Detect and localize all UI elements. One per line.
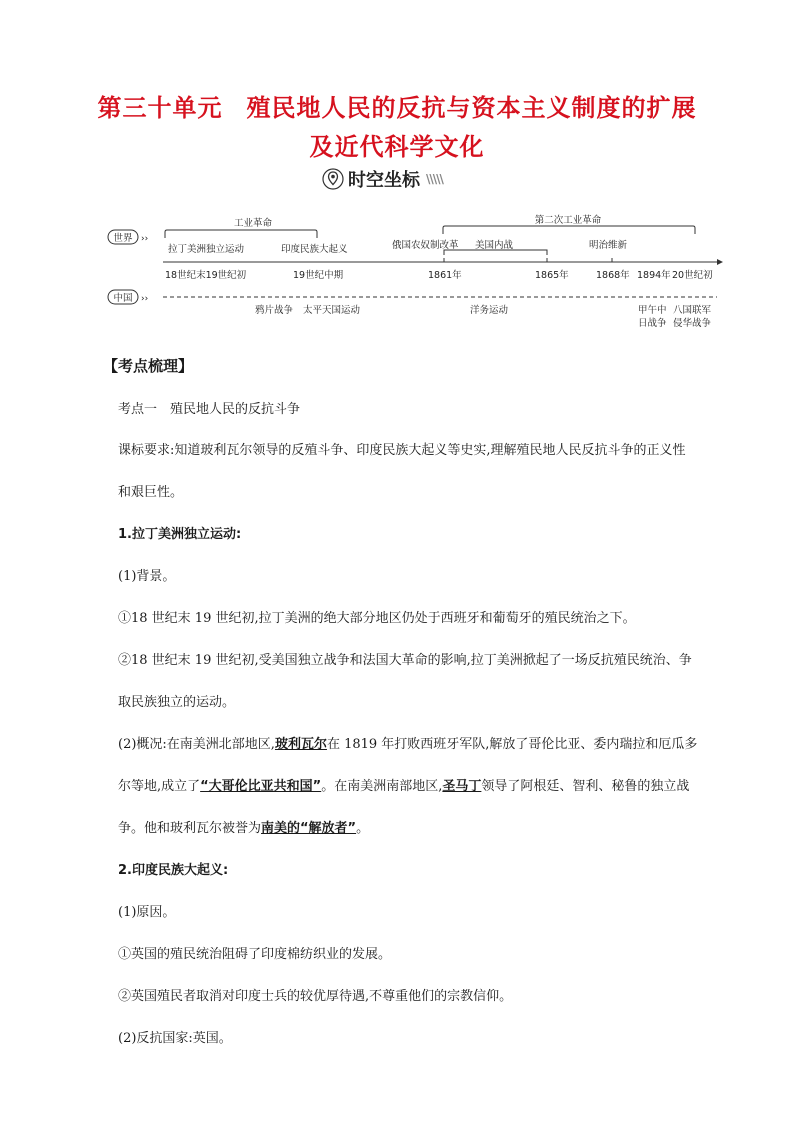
title-line-2: 及近代科学文化 <box>309 133 485 161</box>
overview-line-3: 争。他和玻利瓦尔被誉为南美的“解放者”。 <box>118 821 370 836</box>
curriculum-req-1: 课标要求:知道玻利瓦尔领导的反殖斗争、印度民族大起义等史实,理解殖民地人民反抗斗争的正义性 <box>118 443 686 458</box>
event-eight-nation-1: 八国联军 <box>673 305 712 316</box>
section-label <box>322 166 443 192</box>
china-label <box>108 290 148 304</box>
event-india-uprising: 印度民族大起义 <box>281 244 348 255</box>
cause-point-1: ①英国的殖民统治阻碍了印度棉纺织业的发展。 <box>118 947 392 962</box>
title-line-1 <box>0 88 794 123</box>
svg-text:工业革命: 工业革命 <box>233 218 273 229</box>
unit-number: 第三十单元 <box>97 94 223 122</box>
svg-text:第二次工业革命: 第二次工业革命 <box>534 215 602 226</box>
event-opium-war: 鸦片战争 <box>255 305 294 316</box>
unit-name: 殖民地人民的反抗与资本主义制度的扩展 <box>246 94 697 122</box>
overview-line-2: 尔等地,成立了“大哥伦比亚共和国”。在南美洲南部地区,圣马丁领导了阿根廷、智利、秘鲁的独立战 <box>118 779 690 794</box>
item-india-uprising: 2.印度民族大起义: <box>118 863 229 878</box>
keyword-bolivar: 玻利瓦尔 <box>274 737 327 752</box>
cause-point-2: ②英国殖民者取消对印度士兵的较优厚待遇,不尊重他们的宗教信仰。 <box>118 989 513 1004</box>
background-point-2: ②18 世纪末 19 世纪初,受美国独立战争和法国大革命的影响,拉丁美洲掀起了一场反抗殖民统治、争 <box>118 653 692 668</box>
date-20c: 20世纪初 <box>672 270 713 281</box>
keyword-gran-colombia: “大哥伦比亚共和国” <box>200 779 322 794</box>
event-russia-reform: 俄国农奴制改革 <box>392 240 459 251</box>
date-1868: 1868年 <box>596 270 630 281</box>
event-sino-japanese-war-1: 甲午中 <box>638 305 667 316</box>
item-latin-america: 1.拉丁美洲独立运动: <box>118 527 242 542</box>
background-point-1: ①18 世纪末 19 世纪初,拉丁美洲的绝大部分地区仍处于西班牙和葡萄牙的殖民统治之下。 <box>118 611 636 626</box>
date-19c-mid: 19世纪中期 <box>293 270 344 281</box>
event-sino-japanese-war-2: 日战争 <box>638 318 667 329</box>
curriculum-req-2: 和艰巨性。 <box>118 485 184 500</box>
background-point-2-cont: 取民族独立的运动。 <box>118 695 236 710</box>
event-eight-nation-2: 侵华战争 <box>673 318 712 329</box>
bracket-second-industrial-revolution <box>443 214 695 234</box>
section-heading: 【考点梳理】 <box>103 357 194 375</box>
keyword-san-martin: 圣马丁 <box>442 779 482 794</box>
background-heading: (1)背景。 <box>118 569 176 584</box>
target-country: (2)反抗国家:英国。 <box>118 1031 232 1046</box>
date-18c-19c: 18世纪末19世纪初 <box>165 270 247 281</box>
decorative-hatch: \\\\\ <box>426 172 443 186</box>
date-1865: 1865年 <box>535 270 569 281</box>
world-label <box>108 230 148 244</box>
axis-arrow-icon <box>717 259 723 265</box>
event-us-civil-war: 美国内战 <box>475 240 514 251</box>
overview-line-1: (2)概况:在南美洲北部地区,玻利瓦尔在 1819 年打败西班牙军队,解放了哥伦比亚、委内瑞拉和厄瓜多 <box>118 737 698 752</box>
location-pin-icon <box>322 168 344 190</box>
event-latin-america: 拉丁美洲独立运动 <box>168 244 245 255</box>
china-label-text: 中国 <box>113 293 133 304</box>
world-label-text: 世界 <box>113 233 133 244</box>
bracket-industrial-revolution <box>165 217 317 238</box>
topic-one: 考点一 殖民地人民的反抗斗争 <box>118 402 301 417</box>
event-taiping: 太平天国运动 <box>303 305 361 316</box>
date-1861: 1861年 <box>428 270 462 281</box>
svg-text:››: ›› <box>141 234 149 244</box>
event-meiji: 明治维新 <box>589 240 628 251</box>
svg-text:››: ›› <box>141 294 149 304</box>
cause-heading: (1)原因。 <box>118 905 176 920</box>
timeline <box>105 200 725 335</box>
keyword-liberator: 南美的“解放者” <box>261 821 357 836</box>
section-label-text: 时空坐标 <box>348 170 420 191</box>
date-1894: 1894年 <box>637 270 671 281</box>
event-self-strengthening: 洋务运动 <box>470 305 509 316</box>
